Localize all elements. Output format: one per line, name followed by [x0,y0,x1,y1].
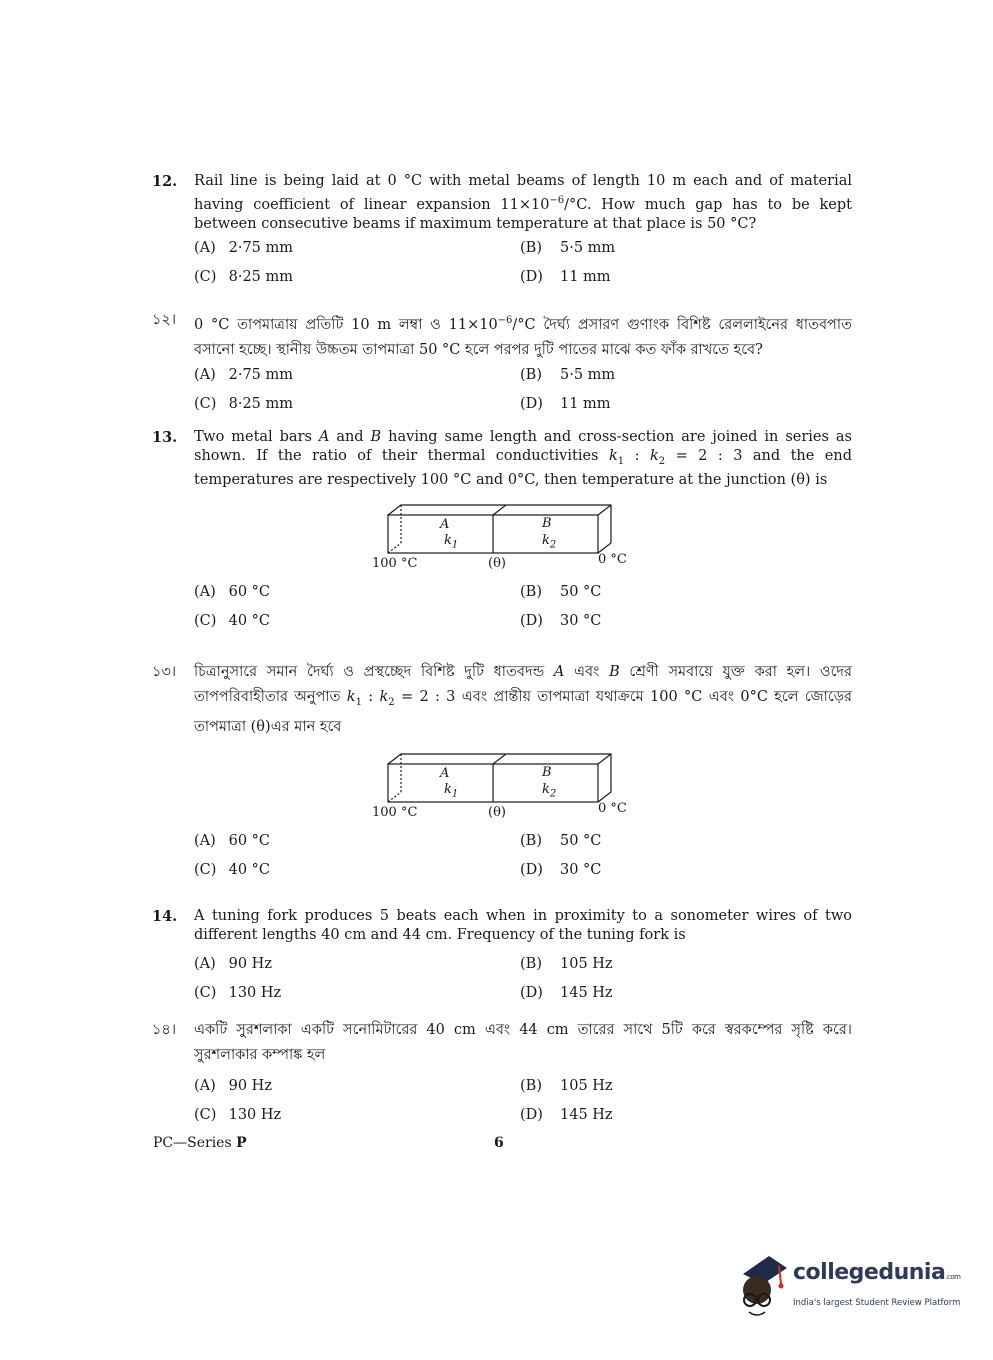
question-13-bengali [152,660,852,740]
question-number: 13. [152,429,178,446]
bar-b-label: B [542,516,552,531]
question-text: 0 °C তাপমাত্রায় প্রতিটি 10 m লম্বা ও $11\times 10^{-6}/^\circ C$ দৈর্ঘ্য প্রসারণ গুণাংক বিশিষ্ট রেললাইনের ধাতবপাত বসানো হচ্ছে। স্থানীয় উচ্চতম তাপমাত্রা 50 °C হলে পরপর দুটি পাতের মাঝে কত ফাঁক রাখতে হবে? [194,315,852,358]
series-label: PC—Series P [153,1135,247,1151]
bar-b-label: B [542,765,552,780]
question-number: 12. [152,173,178,190]
question-text: A tuning fork produces 5 beats each when in proximity to a sonometer wires of two different lengths 40 cm and 44 cm. Frequency of the tuning fork is [194,908,852,943]
question-text: Rail line is being laid at 0 °C with metal beams of length 10 m each and of material having coefficient of linear expansion $11\times 10^{-6}/^\circ C$. How much gap has to be kept between consecutive beams if maximum temperature at that place is 50 °C? [194,173,852,232]
option-a: (A) 2·75 mm [194,240,294,256]
option-d: (D) 145 Hz [520,985,613,1001]
option-d: (D) 30 °C [520,862,602,878]
k1-label: $k_1$ [444,782,459,800]
mascot-icon [735,1252,793,1324]
question-number: 14. [152,908,178,925]
option-b: (B) 50 °C [520,833,602,849]
option-b: (B) 105 Hz [520,1078,613,1094]
left-temperature: 100 °C [372,556,418,571]
question-13 [152,428,852,490]
option-c: (C) 130 Hz [194,985,282,1001]
right-temperature: 0 °C [598,552,627,567]
brand-name: collegedunia.com [793,1260,961,1285]
junction-label: (θ) [488,556,506,571]
bar-a-label: A [440,517,450,532]
k1-label: $k_1$ [444,533,459,551]
option-c: (C) 8·25 mm [194,269,294,285]
bar-a-label: A [440,766,450,781]
question-14 [152,907,852,945]
k2-label: $k_2$ [542,782,557,800]
option-c: (C) 40 °C [194,862,271,878]
question-text: চিত্রানুসারে সমান দৈর্ঘ্য ও প্রস্থচ্ছেদ বিশিষ্ট দুটি ধাতবদন্ড A এবং B শ্রেণী সমবায়ে যুক্ত করা হল। ওদের তাপপরিবাহীতার অনুপাত $k_1$ : $k_2 = 2$ : 3 এবং প্রান্তীয় তাপমাত্রা যথাক্রমে 100 °C এবং 0°C হলে জোড়ের তাপমাত্রা (θ)এর মান হবে [194,664,853,735]
question-number: ১২। [152,312,177,328]
question-12 [152,172,852,234]
option-b: (B) 50 °C [520,584,602,600]
bars-diagram-2 [368,749,638,829]
brand-tagline: India's largest Student Review Platform [793,1298,961,1308]
option-a: (A) 60 °C [194,833,271,849]
question-14-bengali [152,1018,852,1068]
junction-label: (θ) [488,805,506,820]
option-a: (A) 90 Hz [194,1078,272,1094]
left-temperature: 100 °C [372,805,418,820]
question-text: একটি সুরশলাকা একটি সনোমিটারের 40 cm এবং 44 cm তারের সাথে 5টি করে স্বরকম্পের সৃষ্টি করে। সুরশলাকার কম্পাঙ্ক হল [194,1022,852,1063]
option-a: (A) 90 Hz [194,956,272,972]
option-d: (D) 11 mm [520,269,611,285]
page-number: 6 [494,1135,504,1151]
option-a: (A) 2·75 mm [194,367,294,383]
collegedunia-logo [735,1252,965,1332]
question-text: Two metal bars A and B having same length and cross-section are joined in series as shown. If the ratio of their thermal conductivities $k_1$ : $k_2 = 2$ : 3 and the end temperatures are respectively 100 °C and 0°C, then temperature at the junction (θ) is [194,429,852,488]
question-12-bengali [152,308,852,363]
option-d: (D) 30 °C [520,613,602,629]
question-number: ১৪। [152,1022,177,1038]
option-d: (D) 145 Hz [520,1107,613,1123]
question-number: ১৩। [152,664,177,680]
option-b: (B) 5·5 mm [520,240,616,256]
bars-diagram [368,500,638,580]
option-c: (C) 8·25 mm [194,396,294,412]
option-d: (D) 11 mm [520,396,611,412]
option-b: (B) 5·5 mm [520,367,616,383]
option-c: (C) 130 Hz [194,1107,282,1123]
k2-label: $k_2$ [542,533,557,551]
option-b: (B) 105 Hz [520,956,613,972]
right-temperature: 0 °C [598,801,627,816]
option-a: (A) 60 °C [194,584,271,600]
option-c: (C) 40 °C [194,613,271,629]
